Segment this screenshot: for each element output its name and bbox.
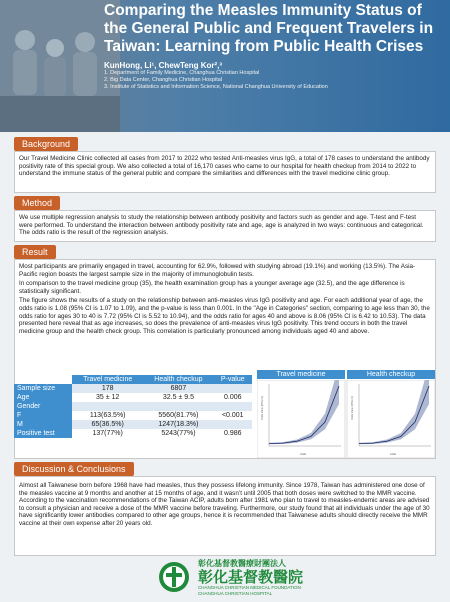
table-header-travel: Travel medicine xyxy=(72,375,143,384)
discussion-text: Almost all Taiwanese born before 1968 have had measles, thus they possess lifelong immunity. Since 1978, Taiwan has administered one dose of the measles vaccine at 9 months and another at 15 months of age, and it wasn’t until 2005 that both doses were switched to the MMR vaccine. According to the vaccination recommendations of the Taiwan ACIP, adults born after 1981 who plan to travel to measles-endemic areas are advised to consult a physician and receive a dose of the MMR vaccine before traveling. Furthermore, our study found that all individuals under the age of 30 have significantly lower antibodies compared to other age groups, hence it is recommended that Taiwanese adults should directly receive the MMR vaccine at their own expense after 20 years old. xyxy=(19,482,430,527)
poster-header xyxy=(0,0,450,132)
hospital-name-en: CHANGHUA CHRISTIAN HOSPITAL xyxy=(198,591,273,596)
header-photo xyxy=(0,0,120,132)
table-cell: Age xyxy=(14,393,72,402)
table-row xyxy=(14,429,252,438)
poster-title: Comparing the Measles Immunity Status of the General Public and Frequent Travelers in Taiwan: Learning from Public Health Crises xyxy=(104,2,434,55)
table-cell: 65(36.5%) xyxy=(72,420,143,429)
authors: KunHong, Li¹, ChewTeng Kor²,³ xyxy=(104,61,223,70)
table-cell xyxy=(143,402,213,411)
chart-title-health: Health checkup xyxy=(347,370,435,379)
y-axis-label-left: Odds Ratio (95% CI) xyxy=(261,396,264,420)
affiliation-1: 1. Department of Family Medicine, Changhua Christian Hospital xyxy=(104,70,260,76)
method-box xyxy=(14,210,436,242)
table-cell xyxy=(72,402,143,411)
chart-svg xyxy=(257,380,435,458)
hospital-logo xyxy=(150,557,450,597)
method-text: We use multiple regression analysis to study the relationship between antibody positivity and factors such as gender and age. T-test and F-test were performed. To understand the interaction between antibody positivity rate and age, age is analyzed in two ways: continuous and categorical. The odds ratio is the result of the regression analysis. xyxy=(19,214,424,237)
table-header-blank xyxy=(14,375,72,384)
table-row xyxy=(14,420,252,429)
table-cell: 5560(81.7%) xyxy=(158,412,199,419)
discussion-heading: Discussion & Conclusions xyxy=(14,462,134,476)
x-axis-label-left: AGE xyxy=(299,452,307,456)
table-cell: 1247(18.3%) xyxy=(143,420,213,429)
background-box xyxy=(14,151,436,193)
table-cell: Positive test xyxy=(14,429,72,438)
method-heading: Method xyxy=(14,196,60,210)
y-axis-label-right: Odds Ratio (95% CI) xyxy=(351,396,354,420)
table-row xyxy=(14,384,252,393)
table-row xyxy=(14,411,252,420)
table-cell: 0.986 xyxy=(224,430,242,437)
x-axis-label-right: AGE xyxy=(389,452,397,456)
table-cell: 0.006 xyxy=(224,394,242,401)
hospital-name-cn: 彰化基督教醫院 xyxy=(198,569,304,586)
table-cell: <0.001 xyxy=(221,412,244,419)
result-heading: Result xyxy=(14,245,56,259)
table-cell: F xyxy=(14,411,72,420)
org-name-cn: 彰化基督教醫療財團法人 xyxy=(198,559,286,568)
result-paragraph-1: Most participants are primarily engaged in travel, accounting for 62.9%, followed with studying abroad (19.1%) and working (13.5%). The Asia-Pacific region boasts the largest sample size in the majority of immunoglobulin tests. xyxy=(19,263,416,278)
table-cell: 32.5 ± 9.5 xyxy=(162,394,194,401)
result-paragraph-3: The figure shows the results of a study on the relationship between anti-measles virus IgG positivity and age. For each additional year of age, the odds ratio is 1.08 (95% CI is 1.07 to 1.09), and the p-value is less than 0.001. In the "Age in Categories" section, comparing to age less than 30, the odds ratio for ages 30 to 40 is 7.72 (95% CI is 5.52 to 10.94), and the odds ratio for ages 40 and above is 8.06 (95% CI is 6.42 to 10.53). The data presented here reveal that as age increases, so does the prevalence of anti-measles virus IgG positivity. This trend occurs in both the travel medicine group and the health check group. This correlation is particularly pronounced among individuals aged 40 and above. xyxy=(19,297,430,335)
table-cell: 113(63.5%) xyxy=(89,412,126,419)
table-row xyxy=(14,402,252,411)
table-cell xyxy=(214,420,252,429)
background-text: Our Travel Medicine Clinic collected all cases from 2017 to 2022 who tested Anti-measles virus IgG, a total of 178 cases to understand the antibody positivity rate of this special group. We also collected a total of 16,170 cases who came to our hospital for health checkup from 2014 to 2022 to understand the immune status of the general public and compare the similarities and differences with the travel medicine clinic group. xyxy=(19,155,430,178)
comparison-table xyxy=(14,375,252,438)
affiliation-2: 2. Big Data Center, Changhua Christian Hospital xyxy=(104,77,223,83)
table-header-row xyxy=(14,375,252,384)
table-cell: M xyxy=(14,420,72,429)
table-cell: 137(77%) xyxy=(92,430,123,437)
table-header-health: Health checkup xyxy=(143,375,213,384)
table-cell: 5243(77%) xyxy=(161,430,196,437)
table-cell: Gender xyxy=(14,402,72,411)
table-cell: 35 ± 12 xyxy=(96,394,120,401)
table-row xyxy=(14,393,252,402)
group-photo-image xyxy=(0,0,120,132)
table-header-pvalue: P-value xyxy=(214,375,252,384)
table-cell: 6807 xyxy=(143,384,213,393)
table-cell xyxy=(214,384,252,393)
hospital-emblem xyxy=(150,557,450,597)
odds-ratio-charts xyxy=(257,370,435,458)
table-cell: 178 xyxy=(72,384,143,393)
chart-title-travel: Travel medicine xyxy=(257,370,345,379)
org-name-en: CHANGHUA CHRISTIAN MEDICAL FOUNDATION xyxy=(198,585,301,590)
discussion-box xyxy=(14,476,436,556)
affiliation-3: 3. Institute of Statistics and Information Science, National Changhua University of Education xyxy=(104,84,328,90)
table-cell xyxy=(214,402,252,411)
result-paragraph-2: In comparison to the travel medicine group (35), the health examination group has a younger average age (32.5), and the age difference is statistically significant. xyxy=(19,280,405,295)
background-heading: Background xyxy=(14,137,78,151)
table-cell: Sample size xyxy=(14,384,72,393)
